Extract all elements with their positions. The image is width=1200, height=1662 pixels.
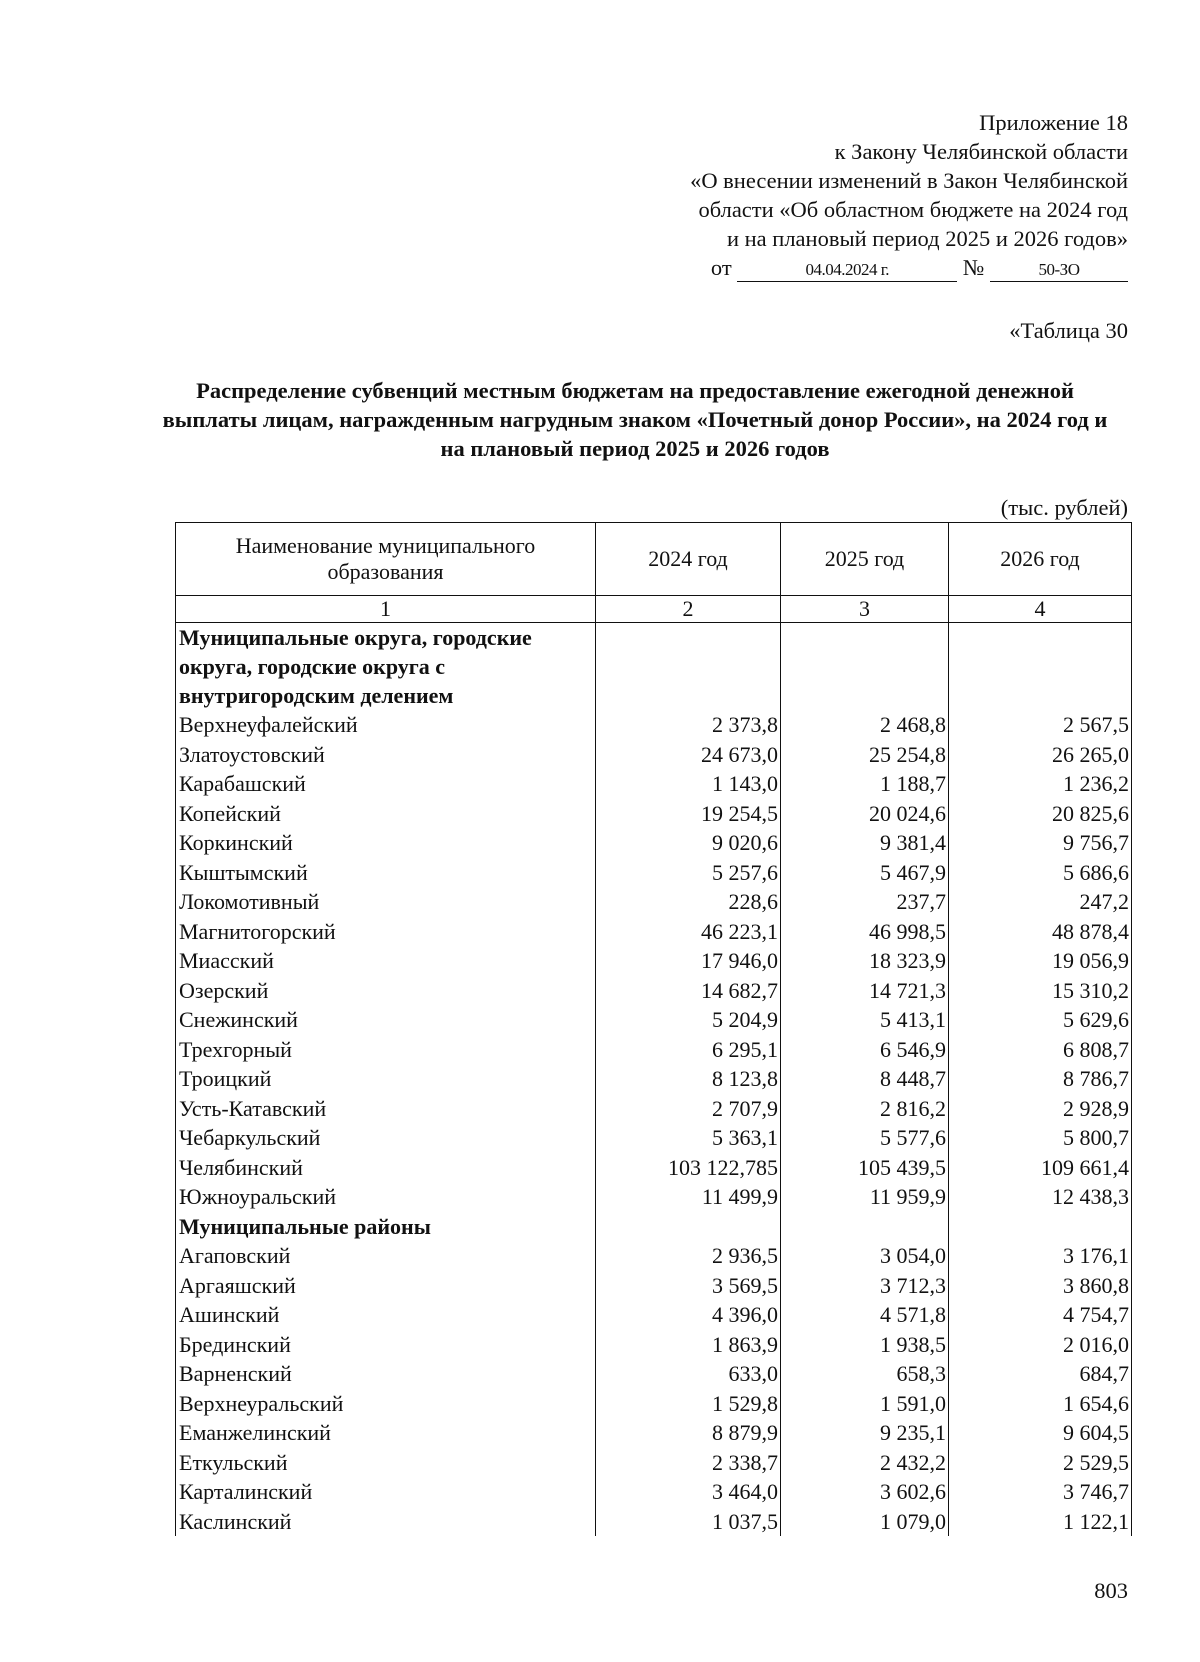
amount-cell: 3 176,1 <box>949 1241 1132 1271</box>
table-row <box>176 1123 1132 1153</box>
amount-cell: 3 054,0 <box>781 1241 949 1271</box>
municipality-name: Каслинский <box>176 1507 596 1537</box>
amount-cell: 5 257,6 <box>596 858 781 888</box>
empty-cell <box>949 623 1132 711</box>
column-number: 3 <box>781 596 949 623</box>
table-row <box>176 1035 1132 1065</box>
amount-cell: 5 467,9 <box>781 858 949 888</box>
table-row <box>176 740 1132 770</box>
section-title: Муниципальные округа, городские округа, городские округа с внутригородским делением <box>176 623 596 711</box>
amount-cell: 1 529,8 <box>596 1389 781 1419</box>
municipality-name: Еткульский <box>176 1448 596 1478</box>
table-row <box>176 1330 1132 1360</box>
municipality-name: Агаповский <box>176 1241 596 1271</box>
table-row <box>176 1418 1132 1448</box>
amount-cell: 2 567,5 <box>949 710 1132 740</box>
municipality-name: Миасский <box>176 946 596 976</box>
table-row <box>176 1005 1132 1035</box>
amount-cell: 3 712,3 <box>781 1271 949 1301</box>
municipality-name: Карталинский <box>176 1477 596 1507</box>
amount-cell: 19 056,9 <box>949 946 1132 976</box>
section-header-row <box>176 623 1132 711</box>
amount-cell: 1 037,5 <box>596 1507 781 1537</box>
amount-cell: 1 143,0 <box>596 769 781 799</box>
amount-cell: 5 577,6 <box>781 1123 949 1153</box>
empty-cell <box>781 1212 949 1242</box>
table-row <box>176 799 1132 829</box>
amount-cell: 18 323,9 <box>781 946 949 976</box>
amount-cell: 25 254,8 <box>781 740 949 770</box>
municipality-name: Трехгорный <box>176 1035 596 1065</box>
municipality-name: Златоустовский <box>176 740 596 770</box>
amount-cell: 3 569,5 <box>596 1271 781 1301</box>
table-row <box>176 946 1132 976</box>
amount-cell: 237,7 <box>781 887 949 917</box>
amount-cell: 5 629,6 <box>949 1005 1132 1035</box>
amount-cell: 2 432,2 <box>781 1448 949 1478</box>
amount-cell: 20 825,6 <box>949 799 1132 829</box>
table-body <box>176 623 1132 1537</box>
amount-cell: 3 746,7 <box>949 1477 1132 1507</box>
amount-cell: 2 373,8 <box>596 710 781 740</box>
table-header-row <box>176 523 1132 596</box>
column-number: 1 <box>176 596 596 623</box>
amount-cell: 17 946,0 <box>596 946 781 976</box>
amount-cell: 11 499,9 <box>596 1182 781 1212</box>
header-2025: 2025 год <box>781 523 949 596</box>
municipality-name: Аргаяшский <box>176 1271 596 1301</box>
municipality-name: Чебаркульский <box>176 1123 596 1153</box>
appendix-line: к Закону Челябинской области <box>834 139 1128 164</box>
amount-cell: 11 959,9 <box>781 1182 949 1212</box>
table-row <box>176 858 1132 888</box>
law-number-value: 50-ЗО <box>990 259 1128 282</box>
amount-cell: 12 438,3 <box>949 1182 1132 1212</box>
table-row <box>176 1300 1132 1330</box>
amount-cell: 6 295,1 <box>596 1035 781 1065</box>
units-label: (тыс. рублей) <box>1000 495 1128 520</box>
table-row <box>176 976 1132 1006</box>
amount-cell: 9 235,1 <box>781 1418 949 1448</box>
table-row <box>176 1507 1132 1537</box>
header-2024: 2024 год <box>596 523 781 596</box>
column-number-row <box>176 596 1132 623</box>
amount-cell: 1 079,0 <box>781 1507 949 1537</box>
amount-cell: 8 786,7 <box>949 1064 1132 1094</box>
header-municipality: Наименование муниципального образования <box>176 523 596 596</box>
municipality-name: Копейский <box>176 799 596 829</box>
amount-cell: 247,2 <box>949 887 1132 917</box>
table-row <box>176 917 1132 947</box>
empty-cell <box>596 1212 781 1242</box>
amount-cell: 2 529,5 <box>949 1448 1132 1478</box>
column-number: 2 <box>596 596 781 623</box>
header-2026: 2026 год <box>949 523 1132 596</box>
column-number: 4 <box>949 596 1132 623</box>
amount-cell: 8 448,7 <box>781 1064 949 1094</box>
amount-cell: 8 123,8 <box>596 1064 781 1094</box>
date-prefix: от <box>710 255 732 280</box>
amount-cell: 2 468,8 <box>781 710 949 740</box>
amount-cell: 24 673,0 <box>596 740 781 770</box>
amount-cell: 4 571,8 <box>781 1300 949 1330</box>
municipality-name: Усть-Катавский <box>176 1094 596 1124</box>
table-row <box>176 1389 1132 1419</box>
amount-cell: 2 928,9 <box>949 1094 1132 1124</box>
municipality-name: Озерский <box>176 976 596 1006</box>
table-row <box>176 710 1132 740</box>
amount-cell: 4 754,7 <box>949 1300 1132 1330</box>
amount-cell: 1 188,7 <box>781 769 949 799</box>
municipality-name: Локомотивный <box>176 887 596 917</box>
table-row <box>176 1477 1132 1507</box>
table-row <box>176 769 1132 799</box>
amount-cell: 14 721,3 <box>781 976 949 1006</box>
amount-cell: 9 381,4 <box>781 828 949 858</box>
amount-cell: 2 338,7 <box>596 1448 781 1478</box>
amount-cell: 46 998,5 <box>781 917 949 947</box>
document-title: Распределение субвенций местным бюджетам на предоставление ежегодной денежной выплаты лицам, награжденным нагрудным знаком «Почетный донор России», на 2024 год и на плановый период 2025 и 2026 годов <box>162 378 1108 461</box>
amount-cell: 103 122,785 <box>596 1153 781 1183</box>
table-row <box>176 1094 1132 1124</box>
amount-cell: 9 020,6 <box>596 828 781 858</box>
amount-cell: 9 604,5 <box>949 1418 1132 1448</box>
amount-cell: 1 236,2 <box>949 769 1132 799</box>
amount-cell: 228,6 <box>596 887 781 917</box>
amount-cell: 658,3 <box>781 1359 949 1389</box>
law-date-line <box>568 253 1128 282</box>
amount-cell: 3 602,6 <box>781 1477 949 1507</box>
municipality-name: Магнитогорский <box>176 917 596 947</box>
amount-cell: 5 204,9 <box>596 1005 781 1035</box>
municipality-name: Ашинский <box>176 1300 596 1330</box>
amount-cell: 14 682,7 <box>596 976 781 1006</box>
amount-cell: 109 661,4 <box>949 1153 1132 1183</box>
amount-cell: 3 464,0 <box>596 1477 781 1507</box>
table-row <box>176 1182 1132 1212</box>
number-sign: № <box>962 255 985 280</box>
table-row <box>176 1271 1132 1301</box>
municipality-name: Южноуральский <box>176 1182 596 1212</box>
amount-cell: 9 756,7 <box>949 828 1132 858</box>
table-row <box>176 1359 1132 1389</box>
appendix-line: области «Об областном бюджете на 2024 год <box>698 197 1128 222</box>
section-header-row <box>176 1212 1132 1242</box>
empty-cell <box>781 623 949 711</box>
amount-cell: 1 591,0 <box>781 1389 949 1419</box>
amount-cell: 6 546,9 <box>781 1035 949 1065</box>
municipality-name: Верхнеуральский <box>176 1389 596 1419</box>
table-row <box>176 828 1132 858</box>
amount-cell: 15 310,2 <box>949 976 1132 1006</box>
table-label: «Таблица 30 <box>1009 318 1128 343</box>
amount-cell: 8 879,9 <box>596 1418 781 1448</box>
empty-cell <box>596 623 781 711</box>
amount-cell: 2 936,5 <box>596 1241 781 1271</box>
amount-cell: 684,7 <box>949 1359 1132 1389</box>
page-number: 803 <box>1094 1578 1128 1603</box>
section-title: Муниципальные районы <box>176 1212 596 1242</box>
municipality-name: Карабашский <box>176 769 596 799</box>
municipality-name: Кыштымский <box>176 858 596 888</box>
municipality-name: Еманжелинский <box>176 1418 596 1448</box>
amount-cell: 46 223,1 <box>596 917 781 947</box>
municipality-name: Варненский <box>176 1359 596 1389</box>
amount-cell: 1 654,6 <box>949 1389 1132 1419</box>
law-date-value: 04.04.2024 г. <box>737 259 957 282</box>
amount-cell: 4 396,0 <box>596 1300 781 1330</box>
amount-cell: 48 878,4 <box>949 917 1132 947</box>
amount-cell: 3 860,8 <box>949 1271 1132 1301</box>
empty-cell <box>949 1212 1132 1242</box>
amount-cell: 6 808,7 <box>949 1035 1132 1065</box>
amount-cell: 633,0 <box>596 1359 781 1389</box>
amount-cell: 2 016,0 <box>949 1330 1132 1360</box>
amount-cell: 19 254,5 <box>596 799 781 829</box>
municipality-name: Челябинский <box>176 1153 596 1183</box>
appendix-line: «О внесении изменений в Закон Челябинской <box>690 168 1128 193</box>
municipality-name: Верхнеуфалейский <box>176 710 596 740</box>
appendix-line: и на плановый период 2025 и 2026 годов» <box>726 226 1128 251</box>
amount-cell: 20 024,6 <box>781 799 949 829</box>
table-row <box>176 1448 1132 1478</box>
amount-cell: 105 439,5 <box>781 1153 949 1183</box>
subventions-table <box>175 522 1132 1536</box>
appendix-header <box>568 108 1128 282</box>
table-row <box>176 887 1132 917</box>
table-row <box>176 1153 1132 1183</box>
amount-cell: 5 363,1 <box>596 1123 781 1153</box>
table-row <box>176 1241 1132 1271</box>
amount-cell: 5 413,1 <box>781 1005 949 1035</box>
municipality-name: Брединский <box>176 1330 596 1360</box>
municipality-name: Троицкий <box>176 1064 596 1094</box>
amount-cell: 1 863,9 <box>596 1330 781 1360</box>
amount-cell: 26 265,0 <box>949 740 1132 770</box>
municipality-name: Снежинский <box>176 1005 596 1035</box>
amount-cell: 2 816,2 <box>781 1094 949 1124</box>
amount-cell: 5 686,6 <box>949 858 1132 888</box>
amount-cell: 1 938,5 <box>781 1330 949 1360</box>
amount-cell: 1 122,1 <box>949 1507 1132 1537</box>
amount-cell: 2 707,9 <box>596 1094 781 1124</box>
municipality-name: Коркинский <box>176 828 596 858</box>
table-row <box>176 1064 1132 1094</box>
amount-cell: 5 800,7 <box>949 1123 1132 1153</box>
appendix-line: Приложение 18 <box>979 110 1128 135</box>
